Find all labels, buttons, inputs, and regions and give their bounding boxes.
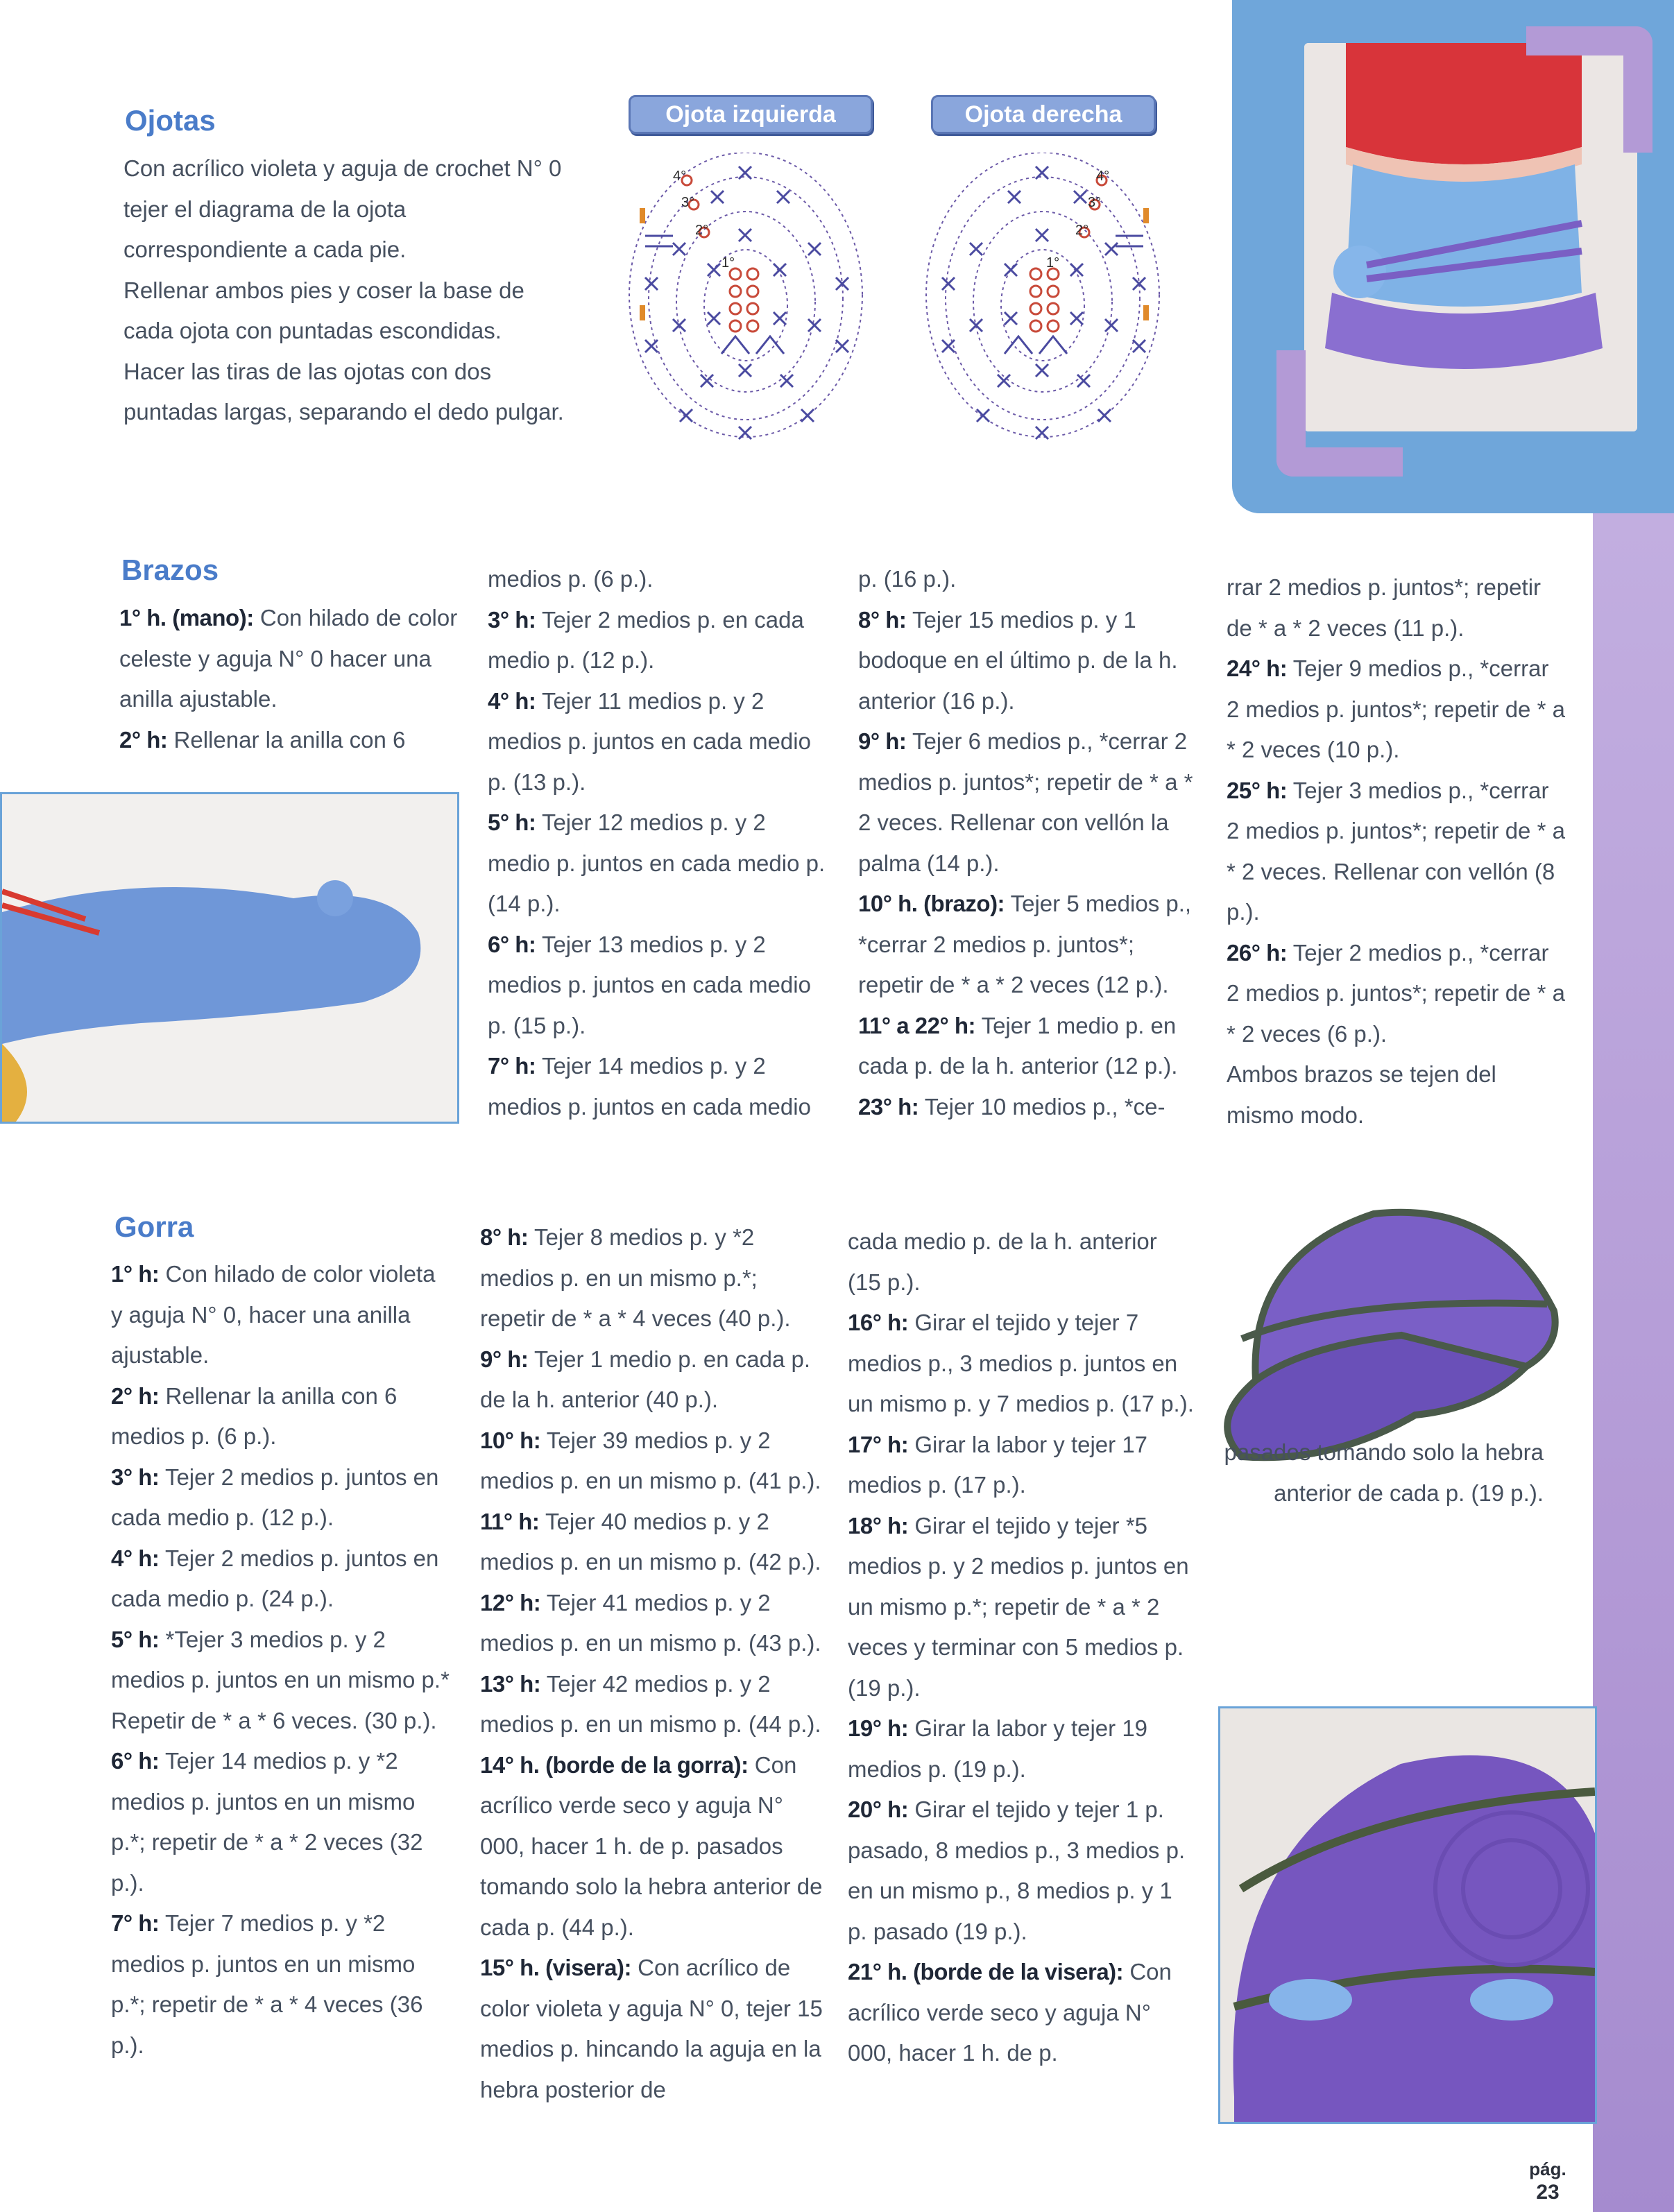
row-label: 4° h: [111, 1545, 160, 1571]
row-label: 11° a 22° h: [858, 1012, 975, 1038]
crochet-chart-right [914, 153, 1171, 458]
brazos-row [1227, 1054, 1566, 1135]
brazos-column-2 [488, 559, 831, 1127]
gorra-row [111, 1457, 451, 1538]
brazos-row [858, 1087, 1202, 1128]
row-text: Tejer 12 medios p. y 2 medio p. juntos en cada medio p. (14 p.). [488, 809, 826, 916]
row-text: Girar el tejido y tejer 1 p. pasado, 8 medios p., 3 medios p. en un mismo p., 8 medios p. y 1 p. pasado (19 p.). [848, 1797, 1186, 1944]
ojotas-instructions [123, 148, 567, 433]
brazos-row [858, 559, 1202, 600]
chart-label-left: Ojota izquierda [629, 95, 873, 134]
gorra-column-4 [1218, 1432, 1544, 1514]
row-text: Rellenar la anilla con 6 [167, 726, 406, 753]
photo-gorra-puesta [1218, 1706, 1597, 2124]
gorra-row [111, 1741, 451, 1903]
row-text: Con acrílico verde seco y aguja N° 000, hacer 1 h. de p. pasados tomando solo la hebra anterior de cada p. (44 p.). [480, 1751, 823, 1940]
row-text: Con hilado de color violeta y aguja N° 0, hacer una anilla ajustable. [111, 1261, 436, 1368]
row-text: Tejer 10 medios p., *ce- [919, 1093, 1165, 1120]
row-text: Tejer 7 medios p. y *2 medios p. juntos en un mismo p.*; repetir de * a * 4 veces (36 p.). [111, 1910, 423, 2058]
row-label: 13° h: [480, 1670, 541, 1697]
row-text: Con acrílico de color violeta y aguja N° 0, tejer 15 medios p. hincando la aguja en la hebra posterior de [480, 1955, 823, 2102]
brazos-row [488, 559, 831, 600]
row-text: Tejer 2 medios p., *cerrar 2 medios p. juntos*; repetir de * a * 2 veces (6 p.). [1227, 939, 1565, 1047]
row-text: Girar la labor y tejer 19 medios p. (19 p.). [848, 1715, 1148, 1782]
brazos-row [119, 720, 463, 761]
row-label: 5° h: [111, 1626, 160, 1652]
row-label: 9° h: [858, 728, 907, 754]
gorra-row [848, 1790, 1195, 1952]
brazos-title: Brazos [121, 554, 219, 586]
photo-corner-bracket-top [1526, 26, 1652, 153]
gorra-row [480, 1664, 827, 1745]
gorra-row [480, 1339, 827, 1421]
row-label: 2° h: [111, 1382, 160, 1409]
row-label: 3° h: [488, 606, 536, 633]
row-label: 1° h. (mano): [119, 605, 254, 631]
row-label: 8° h: [480, 1224, 529, 1250]
row-text: Tejer 9 medios p., *cerrar 2 medios p. juntos*; repetir de * a * 2 veces (10 p.). [1227, 655, 1565, 762]
photo-brazo [0, 792, 459, 1124]
row-text: Ambos brazos se tejen del mismo modo. [1227, 1061, 1496, 1128]
page-label: pág. [1529, 2159, 1566, 2179]
row-label: 8° h: [858, 606, 907, 633]
row-text: Tejer 40 medios p. y 2 medios p. en un mismo p. (42 p.). [480, 1508, 821, 1575]
row-label: 1° h: [111, 1261, 160, 1287]
round-label: 2° [1075, 223, 1089, 238]
row-label: 2° h: [119, 726, 168, 753]
row-text: Girar la labor y tejer 17 medios p. (17 p.). [848, 1431, 1148, 1498]
gorra-row [480, 1217, 827, 1339]
row-text: Tejer 41 medios p. y 2 medios p. en un mismo p. (43 p.). [480, 1589, 821, 1656]
ojotas-paragraph: Con acrílico violeta y aguja de crochet N° 0 tejer el diagrama de la ojota correspondiente a cada pie. [123, 155, 562, 262]
brazos-row [488, 1046, 831, 1127]
brazos-row [119, 598, 463, 720]
brazos-row [488, 925, 831, 1047]
row-label: 10° h. (brazo): [858, 891, 1005, 916]
round-label: 1° [721, 255, 735, 271]
row-text: Tejer 2 medios p. juntos en cada medio p. (12 p.). [111, 1464, 439, 1530]
gorra-row [111, 1620, 451, 1742]
round-label: 2° [695, 223, 709, 238]
row-label: 6° h: [111, 1748, 160, 1774]
ojotas-paragraph: Rellenar ambos pies y coser la base de cada ojota con puntadas escondidas. [123, 277, 524, 343]
row-label: 25° h: [1227, 777, 1288, 803]
round-label: 1° [1046, 255, 1060, 271]
brazos-row [1227, 649, 1566, 771]
row-text: Girar el tejido y tejer *5 medios p. y 2 medios p. juntos en un mismo p.*; repetir de * a * 2 veces y terminar con 5 medios p. (19 p.). [848, 1512, 1189, 1701]
row-label: 20° h: [848, 1797, 909, 1822]
brazos-row [858, 600, 1202, 722]
brazos-row [858, 884, 1202, 1006]
row-label: 24° h: [1227, 655, 1288, 681]
gorra-column-2 [480, 1217, 827, 2110]
row-label: 3° h: [111, 1464, 160, 1490]
row-text: Tejer 39 medios p. y 2 medios p. en un mismo p. (41 p.). [480, 1427, 821, 1493]
row-text: p. (16 p.). [858, 566, 957, 592]
row-text: Tejer 2 medios p. en cada medio p. (12 p.). [488, 606, 804, 673]
round-label: 3° [681, 195, 695, 210]
row-label: 14° h. (borde de la gorra): [480, 1751, 749, 1778]
gorra-row [480, 1745, 827, 1948]
round-label: 3° [1088, 195, 1102, 210]
row-text: Girar el tejido y tejer 7 medios p., 3 medios p. juntos en un mismo p. y 7 medios p. (17 p.). [848, 1310, 1194, 1416]
gorra-row [848, 1708, 1195, 1790]
brazos-column-3 [858, 559, 1202, 1127]
photo-corner-bracket-bottom [1276, 350, 1403, 477]
brazos-row [1227, 933, 1566, 1055]
row-label: 21° h. (borde de la visera): [848, 1959, 1124, 1984]
gorra-row [111, 1903, 451, 2066]
ojotas-paragraph: Hacer las tiras de las ojotas con dos puntadas largas, separando el dedo pulgar. [123, 358, 564, 425]
row-text: Tejer 11 medios p. y 2 medios p. juntos en cada medio p. (13 p.). [488, 687, 811, 795]
row-label: 26° h: [1227, 939, 1288, 966]
row-label: 10° h: [480, 1427, 541, 1453]
row-label: 19° h: [848, 1715, 909, 1741]
gorra-column-1 [111, 1254, 451, 2066]
row-text: Tejer 6 medios p., *cerrar 2 medios p. juntos*; repetir de * a * 2 veces. Rellenar con vellón la palma (14 p.). [858, 728, 1193, 876]
round-label: 4° [1096, 169, 1110, 184]
row-label: 16° h: [848, 1310, 909, 1335]
row-label: 7° h: [488, 1053, 536, 1079]
gorra-row [480, 1948, 827, 2110]
gorra-row [111, 1538, 451, 1620]
row-label: 9° h: [480, 1346, 529, 1372]
row-text: cada medio p. de la h. anterior (15 p.). [848, 1228, 1157, 1295]
row-text: Tejer 14 medios p. y 2 medios p. juntos en cada medio [488, 1053, 811, 1120]
chart-label-right: Ojota derecha [931, 95, 1156, 134]
row-label: 12° h: [480, 1589, 541, 1615]
row-label: 6° h: [488, 931, 536, 957]
brazos-row [1227, 771, 1566, 933]
row-text: Tejer 13 medios p. y 2 medios p. juntos en cada medio p. (15 p.). [488, 931, 811, 1038]
row-label: 17° h: [848, 1431, 909, 1457]
page-number-value: 23 [1536, 2181, 1560, 2204]
brazos-column-1 [119, 598, 463, 760]
gorra-row [480, 1583, 827, 1664]
brazos-row [858, 1006, 1202, 1087]
row-label: 11° h: [480, 1508, 540, 1534]
gorra-row [848, 1506, 1195, 1709]
gorra-row [1218, 1432, 1544, 1514]
row-text: pasados tomando solo la hebra anterior de cada p. (19 p.). [1224, 1439, 1544, 1506]
row-text: Tejer 3 medios p., *cerrar 2 medios p. juntos*; repetir de * a * 2 veces. Rellenar con vellón (8 p.). [1227, 777, 1565, 925]
row-text: Rellenar la anilla con 6 medios p. (6 p.). [111, 1382, 398, 1449]
row-text: Tejer 42 medios p. y 2 medios p. en un mismo p. (44 p.). [480, 1670, 821, 1737]
brazos-row [488, 803, 831, 925]
brazos-column-4 [1227, 567, 1566, 1135]
brazos-row [858, 721, 1202, 884]
arm-illustration [2, 794, 457, 1122]
row-text: Tejer 1 medio p. en cada p. de la h. anterior (12 p.). [858, 1012, 1178, 1079]
gorra-row [480, 1421, 827, 1502]
row-label: 4° h: [488, 687, 536, 714]
gorra-row [848, 1952, 1195, 2074]
brazos-row [488, 600, 831, 681]
row-label: 23° h: [858, 1093, 919, 1120]
gorra-row [480, 1502, 827, 1583]
page-number [1523, 2157, 1572, 2204]
cap-on-head-illustration [1220, 1708, 1595, 2122]
row-text: Con acrílico verde seco y aguja N° 000, hacer 1 h. de p. [848, 1959, 1172, 2066]
row-text: Tejer 5 medios p., *cerrar 2 medios p. juntos*; repetir de * a * 2 veces (12 p.). [858, 891, 1192, 997]
brazos-row [488, 681, 831, 803]
gorra-row [111, 1254, 451, 1376]
right-sidebar-stripe [1593, 513, 1674, 2212]
ojotas-title: Ojotas [125, 104, 216, 137]
row-label: 18° h: [848, 1512, 909, 1538]
gorra-title: Gorra [114, 1210, 194, 1243]
row-text: Tejer 2 medios p. juntos en cada medio p. (24 p.). [111, 1545, 439, 1611]
row-text: Tejer 1 medio p. en cada p. de la h. anterior (40 p.). [480, 1346, 811, 1412]
row-label: 5° h: [488, 809, 536, 835]
row-label: 15° h. (visera): [480, 1955, 631, 1980]
gorra-row [111, 1376, 451, 1457]
crochet-chart-left [617, 153, 874, 458]
row-text: Tejer 8 medios p. y *2 medios p. en un mismo p.*; repetir de * a * 4 veces (40 p.). [480, 1224, 791, 1331]
row-text: rrar 2 medios p. juntos*; repetir de * a * 2 veces (11 p.). [1227, 574, 1541, 641]
brazos-row [1227, 567, 1566, 649]
row-text: medios p. (6 p.). [488, 566, 654, 592]
round-label: 4° [673, 169, 687, 184]
row-text: Tejer 14 medios p. y *2 medios p. juntos en un mismo p.*; repetir de * a * 2 veces (32 p.). [111, 1748, 423, 1896]
row-text: *Tejer 3 medios p. y 2 medios p. juntos en un mismo p.* Repetir de * a * 6 veces. (30 p.). [111, 1626, 450, 1733]
row-text: Tejer 15 medios p. y 1 bodoque en el último p. de la h. anterior (16 p.). [858, 606, 1178, 714]
row-label: 7° h: [111, 1910, 160, 1936]
row-text: Con hilado de color celeste y aguja N° 0 hacer una anilla ajustable. [119, 605, 458, 712]
